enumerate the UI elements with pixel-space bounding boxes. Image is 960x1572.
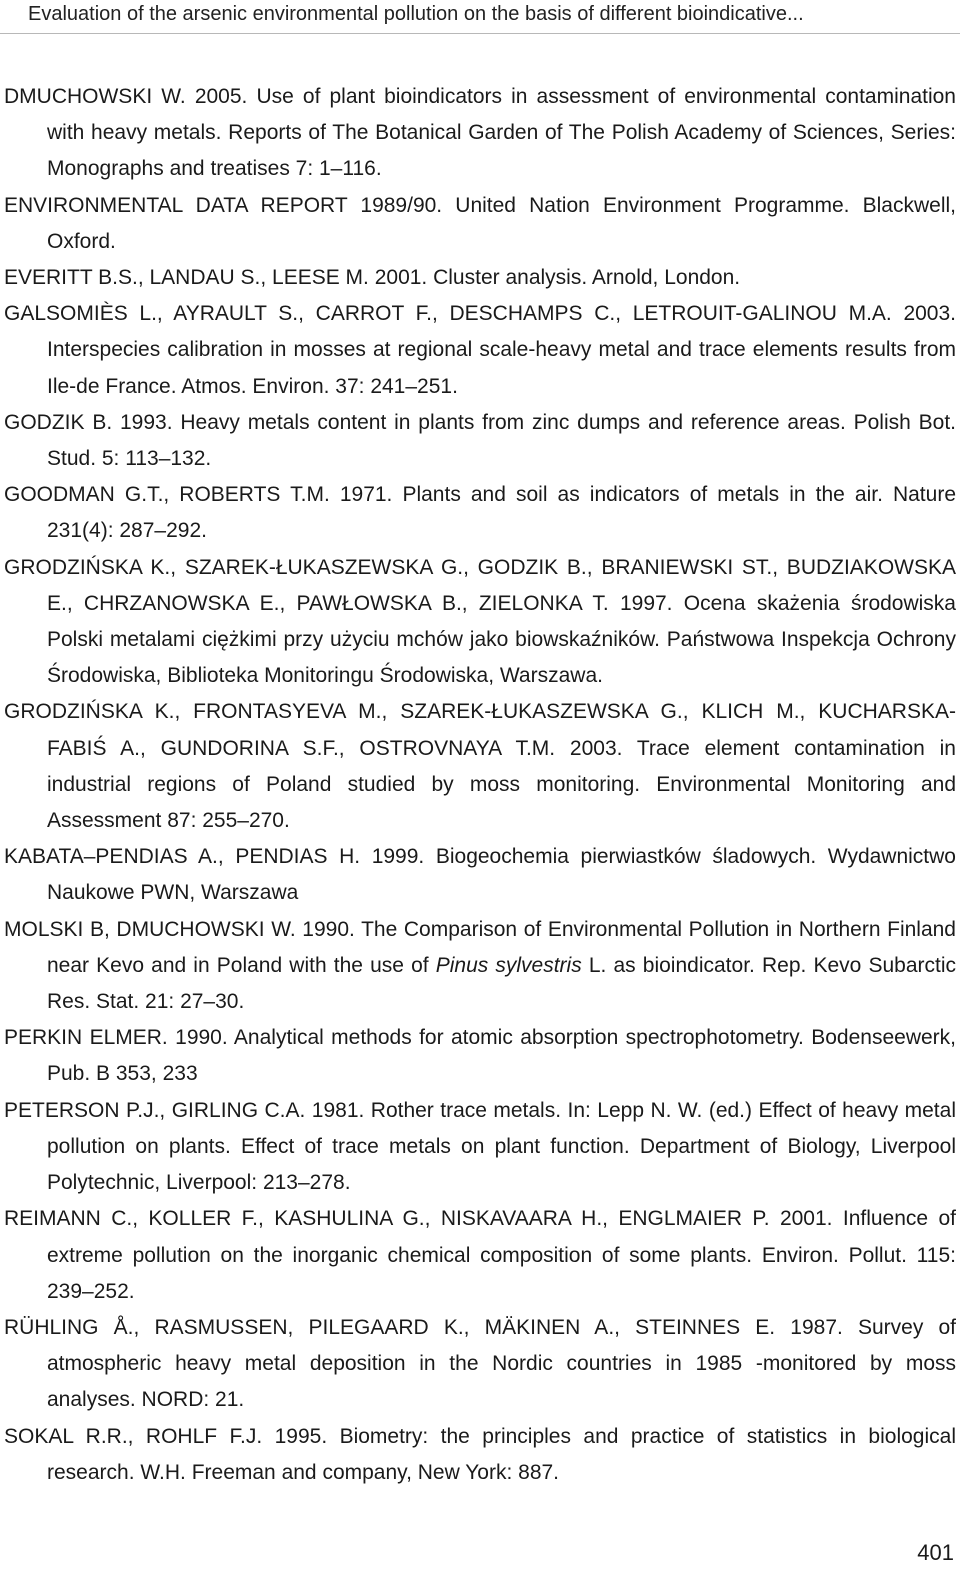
reference-list [4, 79, 956, 1491]
reference-entry [4, 1310, 956, 1419]
reference-entry [4, 1201, 956, 1310]
reference-entry [4, 188, 956, 260]
reference-entry [4, 477, 956, 549]
running-header: Evaluation of the arsenic environmental pollution on the basis of different bioindicative... [28, 3, 804, 25]
reference-entry [4, 296, 956, 405]
reference-entry [4, 839, 956, 911]
reference-text: DMUCHOWSKI W. 2005. Use of plant bioindicators in assessment of environmental contamination with heavy metals. Reports of The Botanical Garden of The Polish Academy of Sciences, Series: Monographs and treatises 7: 1–116. [4, 85, 956, 181]
reference-entry [4, 1419, 956, 1491]
species-name: Pinus sylvestris [435, 953, 582, 977]
reference-entry [4, 260, 956, 296]
reference-entry [4, 912, 956, 1021]
reference-text: GODZIK B. 1993. Heavy metals content in plants from zinc dumps and reference areas. Polish Bot. Stud. 5: 113–132. [4, 410, 956, 471]
reference-entry [4, 694, 956, 839]
reference-text: MOLSKI B, DMUCHOWSKI W. 1990. The Comparison of Environmental Pollution in Northern Finland near Kevo and in Poland with the use of [4, 917, 956, 977]
reference-entry [4, 1020, 956, 1092]
header-divider [0, 33, 960, 34]
reference-text: PETERSON P.J., GIRLING C.A. 1981. Rother trace metals. In: Lepp N. W. (ed.) Effect of heavy metal pollution on plants. Effect of trace metals on plant function. Department of Biology, Liverpool Polytechnic, Liverpool: 213–278. [4, 1098, 956, 1195]
reference-text: GRODZIŃSKA K., SZAREK-ŁUKASZEWSKA G., GODZIK B., BRANIEWSKI ST., BUDZIAKOWSKA E., CHRZANOWSKA E., PAWŁOWSKA B., ZIELONKA T. 1997. Ocena skażenia środowiska Polski metalami ciężkimi przy użyciu mchów jako biowskaźników. Państwowa Inspekcja Ochrony Środowiska, Biblioteka Monitoringu Środowiska, Warszawa. [4, 555, 956, 688]
reference-text: GRODZIŃSKA K., FRONTASYEVA M., SZAREK-ŁUKASZEWSKA G., KLICH M., KUCHARSKA-FABIŚ A., GUNDORINA S.F., OSTROVNAYA T.M. 2003. Trace element contamination in industrial regions of Poland studied by moss monitoring. Environmental Monitoring and Assessment 87: 255–270. [4, 700, 956, 833]
reference-entry [4, 405, 956, 477]
reference-text: PERKIN ELMER. 1990. Analytical methods for atomic absorption spectrophotometry. Bodenseewerk, Pub. B 353, 233 [4, 1026, 956, 1086]
reference-text: REIMANN C., KOLLER F., KASHULINA G., NISKAVAARA H., ENGLMAIER P. 2001. Influence of extreme pollution on the inorganic chemical composition of some plants. Environ. Pollut. 115: 239–252. [4, 1207, 956, 1303]
reference-text: RÜHLING Å., RASMUSSEN, PILEGAARD K., MÄKINEN A., STEINNES E. 1987. Survey of atmospheric heavy metal deposition in the Nordic countries in 1985 -monitored by moss analyses. NORD: 21. [4, 1315, 956, 1412]
reference-text: EVERITT B.S., LANDAU S., LEESE M. 2001. Cluster analysis. Arnold, London. [4, 266, 741, 290]
reference-text: KABATA–PENDIAS A., PENDIAS H. 1999. Biogeochemia pierwiastków śladowych. Wydawnictwo Naukowe PWN, Warszawa [4, 845, 956, 905]
reference-entry [4, 550, 956, 695]
reference-text: GALSOMIÈS L., AYRAULT S., CARROT F., DESCHAMPS C., LETROUIT-GALINOU M.A. 2003. Interspecies calibration in mosses at regional scale-heavy metal and trace elements results from Ile-de France. Atmos. Environ. 37: 241–251. [4, 302, 956, 398]
reference-text: GOODMAN G.T., ROBERTS T.M. 1971. Plants and soil as indicators of metals in the air. Nature 231(4): 287–292. [4, 483, 956, 543]
page-number: 401 [917, 1540, 954, 1565]
reference-text: ENVIRONMENTAL DATA REPORT 1989/90. United Nation Environment Programme. Blackwell, Oxford. [4, 193, 956, 253]
reference-entry [4, 1093, 956, 1202]
reference-text: L. as bioindicator. Rep. Kevo Subarctic Res. Stat. 21: 27–30. [47, 953, 957, 1014]
reference-entry [4, 79, 956, 188]
reference-text: SOKAL R.R., ROHLF F.J. 1995. Biometry: the principles and practice of statistics in biological research. W.H. Freeman and company, New York: 887. [4, 1424, 956, 1484]
